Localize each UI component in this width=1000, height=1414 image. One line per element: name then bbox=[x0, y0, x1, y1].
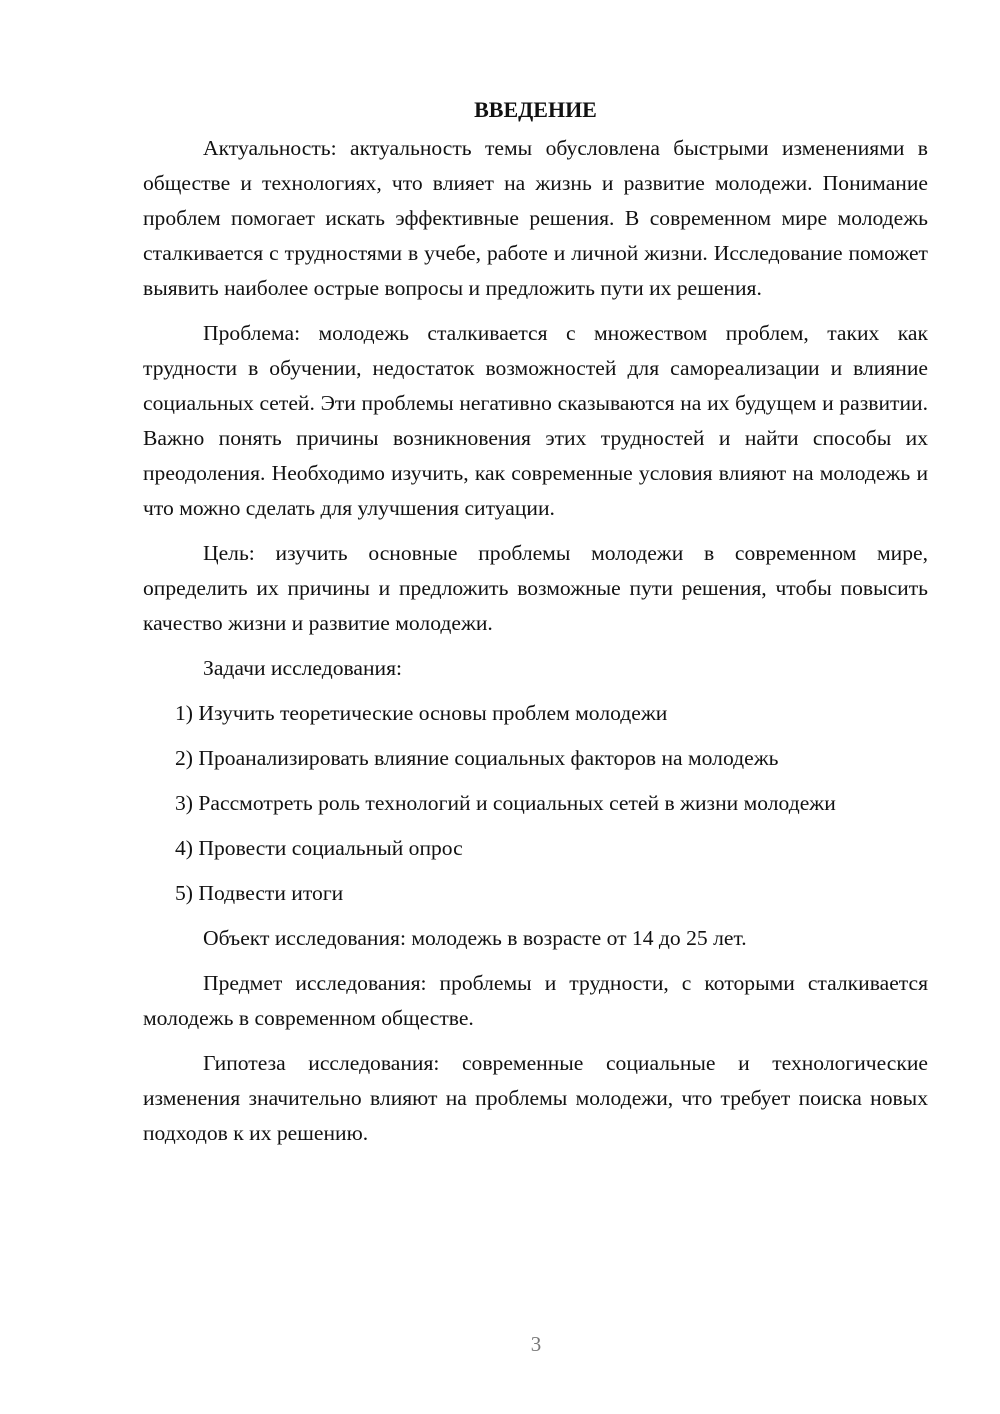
goal-paragraph: Цель: изучить основные проблемы молодежи в современном мире, определить их причины и предложить возможные пути решения, чтобы повысить качество жизни и развитие молодежи. bbox=[143, 541, 928, 635]
tasks-heading: Задачи исследования: bbox=[203, 656, 403, 680]
hypothesis-paragraph: Гипотеза исследования: современные социальные и технологические изменения значительно влияют на проблемы молодежи, что требует поиска новых подходов к их решению. bbox=[143, 1051, 928, 1145]
subject-paragraph: Предмет исследования: проблемы и трудности, с которыми сталкивается молодежь в современном обществе. bbox=[143, 971, 928, 1030]
relevance-paragraph: Актуальность: актуальность темы обусловлена быстрыми изменениями в обществе и технологиях, что влияет на жизнь и развитие молодежи. Понимание проблем помогает искать эффективные решения. В современном мире молодежь сталкивается с трудностями в учебе, работе и личной жизни. Исследование поможет выявить наиболее острые вопросы и предложить пути их решения. bbox=[143, 136, 928, 300]
task-item: 2) Проанализировать влияние социальных факторов на молодежь bbox=[175, 746, 779, 770]
task-item: 1) Изучить теоретические основы проблем молодежи bbox=[175, 701, 668, 725]
page-content bbox=[143, 92, 928, 1151]
task-item: 3) Рассмотреть роль технологий и социальных сетей в жизни молодежи bbox=[175, 791, 836, 815]
section-title: ВВЕДЕНИЕ bbox=[474, 97, 597, 122]
task-item: 4) Провести социальный опрос bbox=[175, 836, 463, 860]
page-number: 3 bbox=[530, 1332, 542, 1356]
task-item: 5) Подвести итоги bbox=[175, 881, 344, 905]
object-paragraph: Объект исследования: молодежь в возрасте от 14 до 25 лет. bbox=[203, 926, 747, 950]
problem-paragraph: Проблема: молодежь сталкивается с множеством проблем, таких как трудности в обучении, недостаток возможностей для самореализации и влияние социальных сетей. Эти проблемы негативно сказываются на их будущем и развитии. Важно понять причины возникновения этих трудностей и найти способы их преодоления. Необходимо изучить, как современные условия влияют на молодежь и что можно сделать для улучшения ситуации. bbox=[143, 321, 928, 520]
